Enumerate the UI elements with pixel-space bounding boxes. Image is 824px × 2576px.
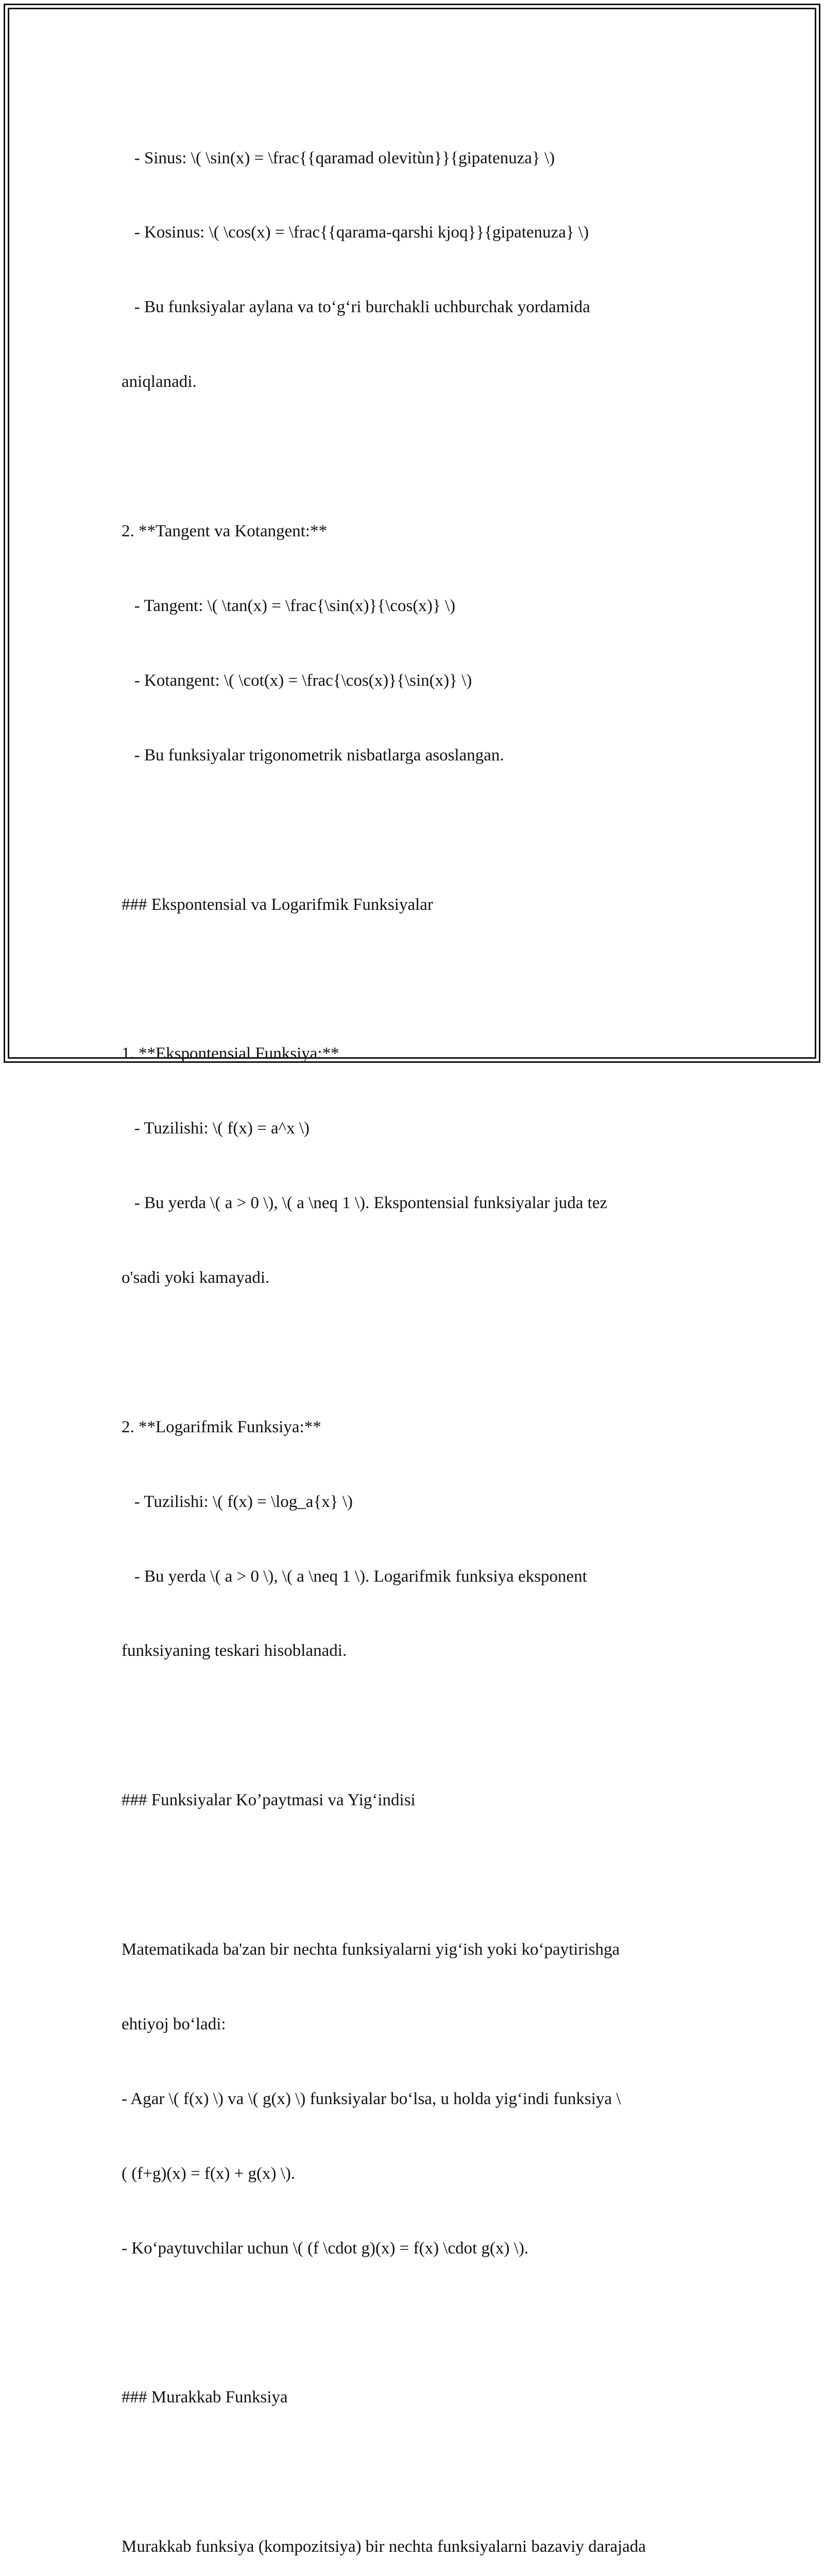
blank-line — [122, 1713, 729, 1738]
blank-line — [122, 1862, 729, 1887]
blank-line — [122, 2310, 729, 2335]
text-line: - Sinus: \( \sin(x) = \frac{{qaramad olevitùn}}{gipatenuza} \) — [122, 148, 555, 167]
section-item-heading: 2. **Tangent va Kotangent:** — [122, 522, 328, 541]
text-line: - Agar \( f(x) \) va \( g(x) \) funksiyalar bo‘lsa, u holda yig‘indi funksiya \ — [122, 2089, 621, 2108]
section-heading: ### Funksiyalar Ko’paytmasi va Yig‘indisi — [122, 1791, 416, 1810]
blank-line — [122, 2460, 729, 2484]
text-line: ehtiyoj bo‘ladi: — [122, 2014, 226, 2033]
section-item-heading: 2. **Logarifmik Funksiya:** — [122, 1417, 321, 1436]
text-line: - Kosinus: \( \cos(x) = \frac{{qarama-qarshi kjoq}}{gipatenuza} \) — [122, 223, 589, 242]
text-line: Matematikada ba'zan bir nechta funksiyalarni yig‘ish yoki ko‘paytirishga — [122, 1940, 620, 1959]
text-line: o'sadi yoki kamayadi. — [122, 1268, 270, 1287]
text-line: ( (f+g)(x) = f(x) + g(x) \). — [122, 2164, 296, 2183]
text-line: - Bu funksiyalar trigonometrik nisbatlarga asoslangan. — [122, 745, 504, 765]
text-line: - Bu yerda \( a > 0 \), \( a \neq 1 \). Ekspontensial funksiyalar juda tez — [122, 1194, 608, 1213]
text-line: - Kotangent: \( \cot(x) = \frac{\cos(x)}{\sin(x)} \) — [122, 671, 472, 690]
text-line: - Bu funksiyalar aylana va to‘g‘ri burchakli uchburchak yordamida — [122, 298, 590, 317]
text-line: Murakkab funksiya (kompozitsiya) bir nechta funksiyalarni bazaviy darajada — [122, 2537, 646, 2556]
document-body — [122, 96, 729, 2576]
text-line: - Bu yerda \( a > 0 \), \( a \neq 1 \). Logarifmik funksiya eksponent — [122, 1567, 587, 1586]
text-line: - Tuzilishi: \( f(x) = a^x \) — [122, 1119, 310, 1138]
section-heading: ### Ekspontensial va Logarifmik Funksiyalar — [122, 895, 433, 914]
blank-line — [122, 1340, 729, 1365]
text-line: funksiyaning teskari hisoblanadi. — [122, 1641, 347, 1660]
section-item-heading: 1. **Ekspontensial Funksiya:** — [122, 1044, 339, 1063]
text-line: - Tuzilishi: \( f(x) = \log_a{x} \) — [122, 1492, 353, 1511]
text-line: - Tangent: \( \tan(x) = \frac{\sin(x)}{\cos(x)} \) — [122, 596, 456, 615]
blank-line — [122, 967, 729, 991]
blank-line — [122, 818, 729, 842]
text-line: - Ko‘paytuvchilar uchun \( (f \cdot g)(x) = f(x) \cdot g(x) \). — [122, 2239, 529, 2258]
text-line: aniqlanadi. — [122, 372, 197, 392]
blank-line — [122, 444, 729, 469]
section-heading: ### Murakkab Funksiya — [122, 2388, 288, 2407]
